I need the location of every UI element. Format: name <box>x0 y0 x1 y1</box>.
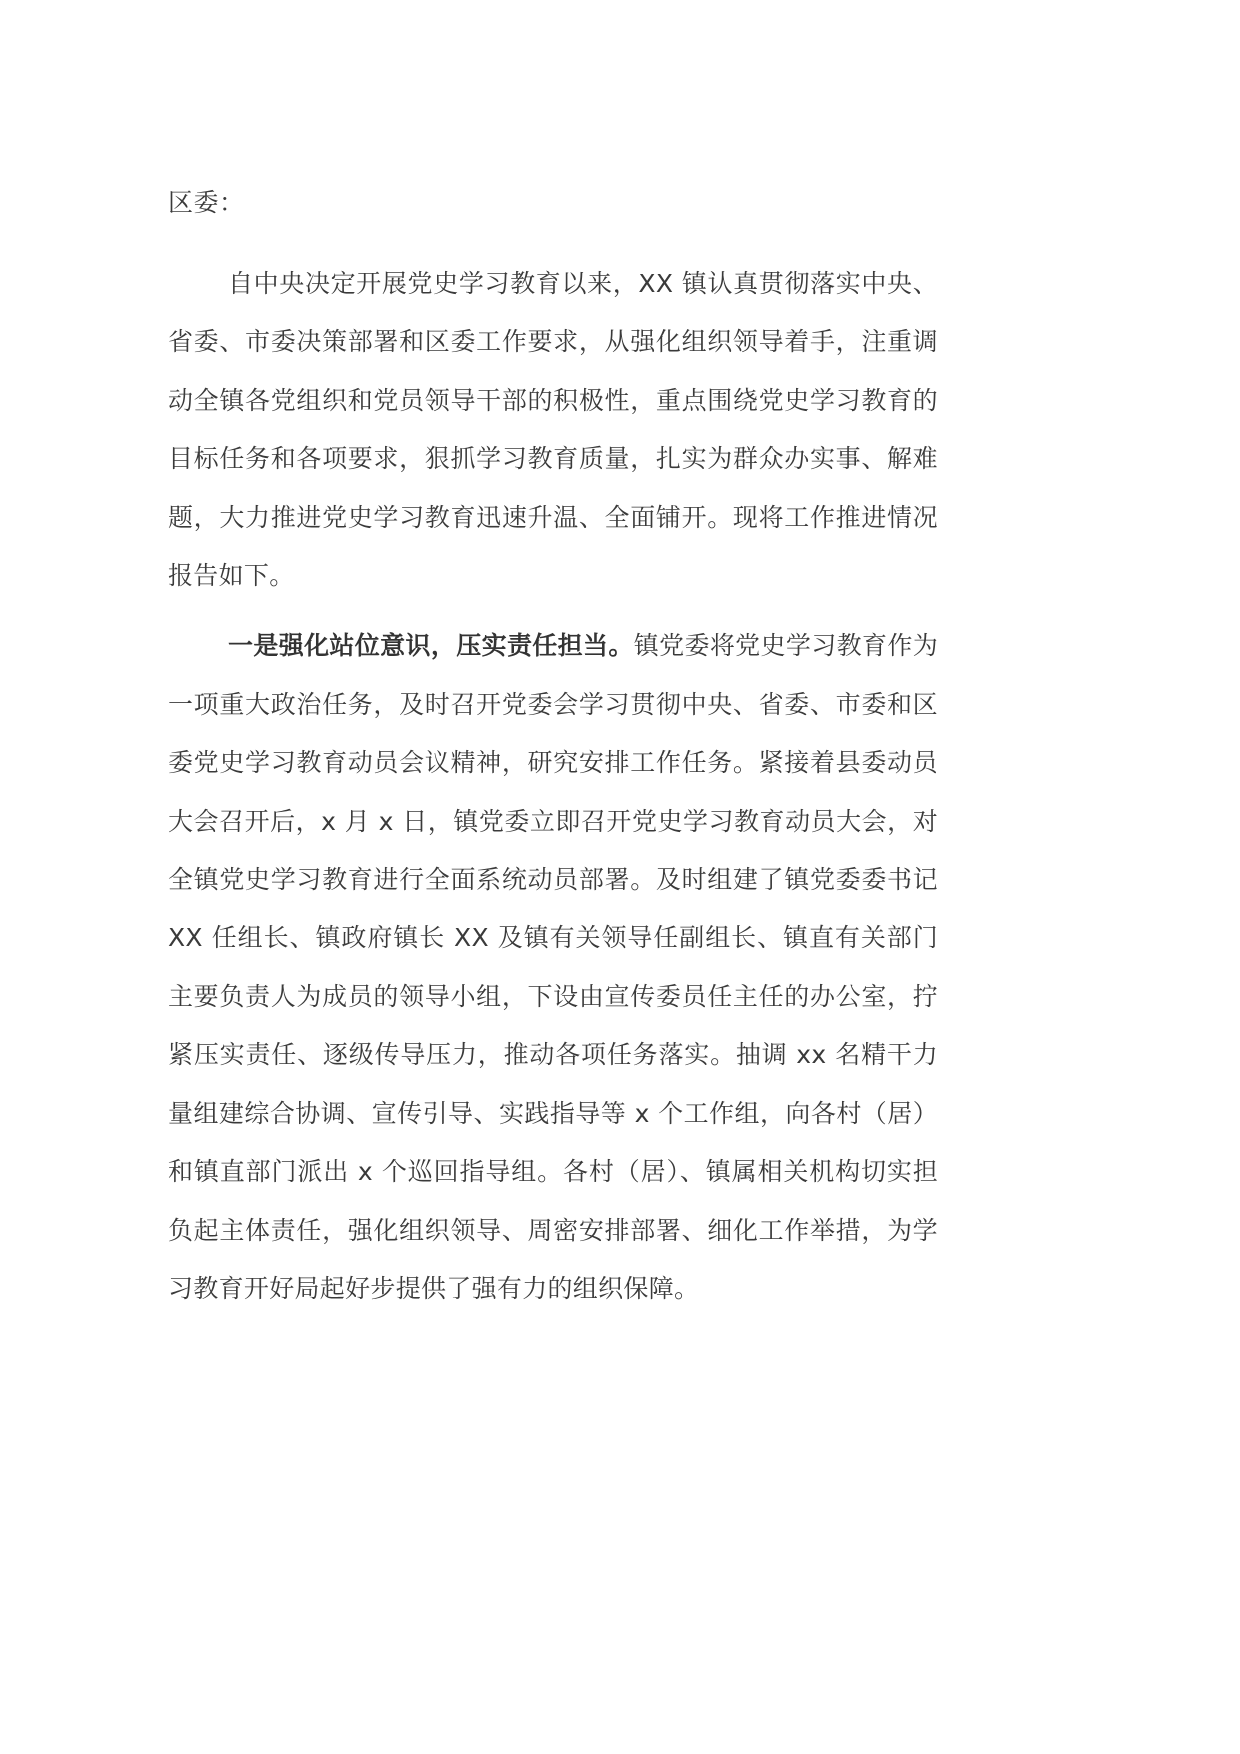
paragraph-body: 镇党委将党史学习教育作为一项重大政治任务，及时召开党委会学习贯彻中央、省委、市委和区委党史学习教育动员会议精神，研究安排工作任务。紧接着县委动员大会召开后，x 月 x 日，镇党委立即召开党史学习教育动员大会，对全镇党史学习教育进行全面系统动员部署。及时组建了镇党委委书记 XX 任组长、镇政府镇长 XX 及镇有关领导任副组长、镇直有关部门主要负责人为成员的领导小组，下设由宣传委员任主任的办公室，拧紧压实责任、逐级传导压力，推动各项任务落实。抽调 xx 名精干力量组建综合协调、宣传引导、实践指导等 x 个工作组，向各村（居）和镇直部门派出 x 个巡回指导组。各村（居）、镇属相关机构切实担负起主体责任，强化组织领导、周密安排部署、细化工作举措，为学习教育开好局起好步提供了强有力的组织保障。 <box>168 631 938 1303</box>
paragraph-section-one <box>168 617 938 1318</box>
paragraph-body: 自中央决定开展党史学习教育以来，XX 镇认真贯彻落实中央、省委、市委决策部署和区委工作要求，从强化组织领导着手，注重调动全镇各党组织和党员领导干部的积极性，重点围绕党史学习教育的目标任务和各项要求，狠抓学习教育质量，扎实为群众办实事、解难题，大力推进党史学习教育迅速升温、全面铺开。现将工作推进情况报告如下。 <box>168 269 938 591</box>
document-page <box>168 185 938 1330</box>
paragraph-lead-heading: 一是强化站位意识，压实责任担当。 <box>228 631 634 661</box>
salutation: 区委： <box>168 188 245 217</box>
paragraph-intro <box>168 255 938 605</box>
